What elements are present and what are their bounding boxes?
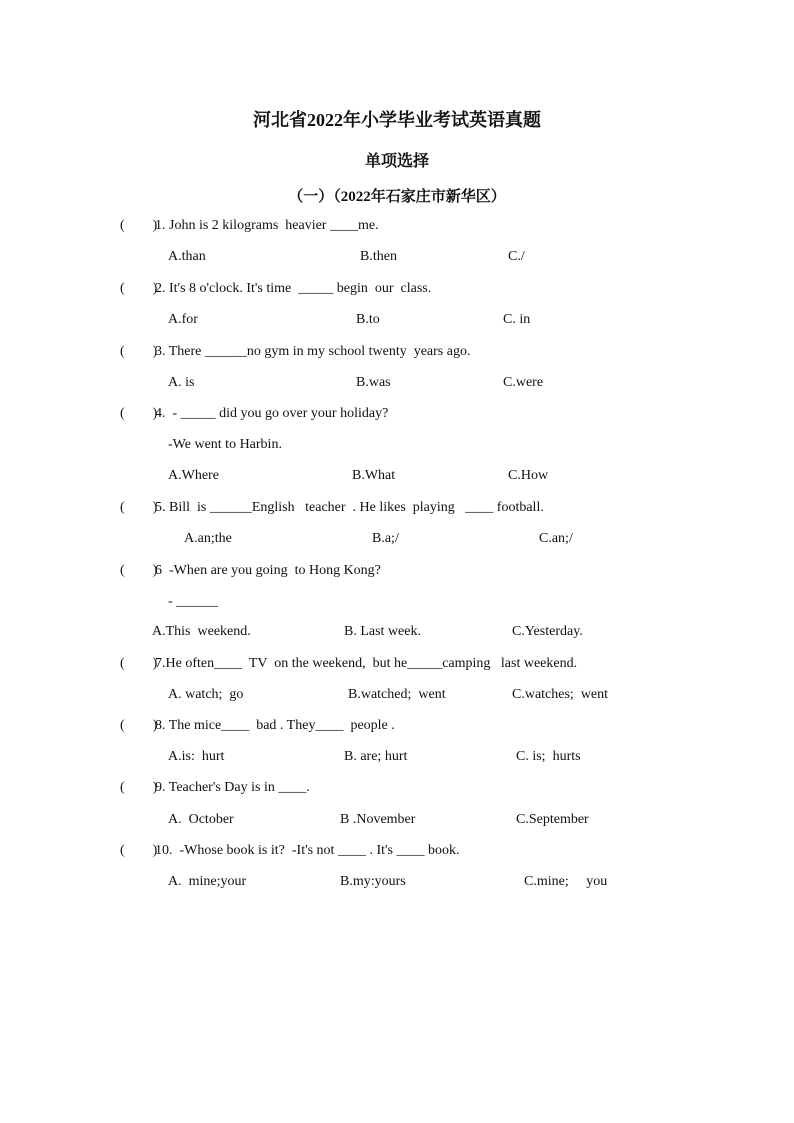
option-10-b: B.my:yours	[340, 874, 406, 889]
question-stem-9: 9. Teacher's Day is in ____.	[155, 780, 310, 795]
option-3-b: B.was	[356, 375, 391, 390]
option-9-b: B .November	[340, 812, 416, 827]
option-2-c: C. in	[503, 312, 531, 327]
option-7-c: C.watches; went	[512, 687, 609, 702]
question-stem-6: 6 -When are you going to Hong Kong?	[155, 563, 381, 578]
option-7-b: B.watched; went	[348, 687, 446, 702]
answer-blank-7[interactable]: ( )	[120, 656, 158, 671]
option-6-a: A.This weekend.	[152, 624, 251, 639]
question-stem-2: 2. It's 8 o'clock. It's time _____ begin our class.	[155, 281, 432, 296]
page-title: 河北省2022年小学毕业考试英语真题	[253, 110, 541, 130]
option-4-a: A.Where	[168, 468, 219, 483]
option-10-c: C.mine; you	[524, 874, 608, 889]
option-8-a: A.is: hurt	[168, 749, 225, 764]
section-subheading: （一）（2022年石家庄市新华区）	[288, 189, 506, 205]
option-2-a: A.for	[168, 312, 198, 327]
question-stem-1: 1. John is 2 kilograms heavier ____me.	[155, 218, 379, 233]
answer-blank-6[interactable]: ( )	[120, 563, 158, 578]
answer-blank-10[interactable]: ( )	[120, 843, 158, 858]
answer-blank-4[interactable]: ( )	[120, 406, 158, 421]
section-heading: 单项选择	[364, 153, 429, 170]
option-9-a: A. October	[168, 812, 234, 827]
question-stem-7: 7.He often____ TV on the weekend, but he_____camping last weekend.	[155, 656, 578, 671]
option-1-a: A.than	[168, 249, 206, 264]
option-2-b: B.to	[356, 312, 380, 327]
answer-blank-3[interactable]: ( )	[120, 344, 158, 359]
answer-blank-9[interactable]: ( )	[120, 780, 158, 795]
option-8-c: C. is; hurts	[516, 749, 581, 764]
option-9-c: C.September	[516, 812, 589, 827]
option-3-a: A. is	[168, 375, 195, 390]
question-stem-8: 8. The mice____ bad . They____ people .	[155, 718, 395, 733]
question-stem-3: 3. There ______no gym in my school twenty years ago.	[155, 344, 471, 359]
option-7-a: A. watch; go	[168, 687, 244, 702]
option-4-c: C.How	[508, 468, 549, 483]
option-1-b: B.then	[360, 249, 397, 264]
question-stem-10: 10. -Whose book is it? -It's not ____ . It's ____ book.	[155, 843, 460, 858]
answer-blank-5[interactable]: ( )	[120, 500, 158, 515]
option-5-c: C.an;/	[539, 531, 573, 546]
question-reply-6: - ______	[168, 594, 219, 609]
option-8-b: B. are; hurt	[344, 749, 408, 764]
option-1-c: C./	[508, 249, 525, 264]
option-4-b: B.What	[352, 468, 396, 483]
option-6-c: C.Yesterday.	[512, 624, 583, 639]
answer-blank-8[interactable]: ( )	[120, 718, 158, 733]
option-3-c: C.were	[503, 375, 544, 390]
option-5-a: A.an;the	[184, 531, 232, 546]
option-6-b: B. Last week.	[344, 624, 421, 639]
question-stem-4: 4. - _____ did you go over your holiday?	[155, 406, 389, 421]
option-5-b: B.a;/	[372, 531, 399, 546]
question-reply-4: -We went to Harbin.	[168, 437, 282, 452]
answer-blank-2[interactable]: ( )	[120, 281, 158, 296]
answer-blank-1[interactable]: ( )	[120, 218, 158, 233]
question-stem-5: 5. Bill is ______English teacher . He likes playing ____ football.	[155, 500, 544, 515]
option-10-a: A. mine;your	[168, 874, 247, 889]
